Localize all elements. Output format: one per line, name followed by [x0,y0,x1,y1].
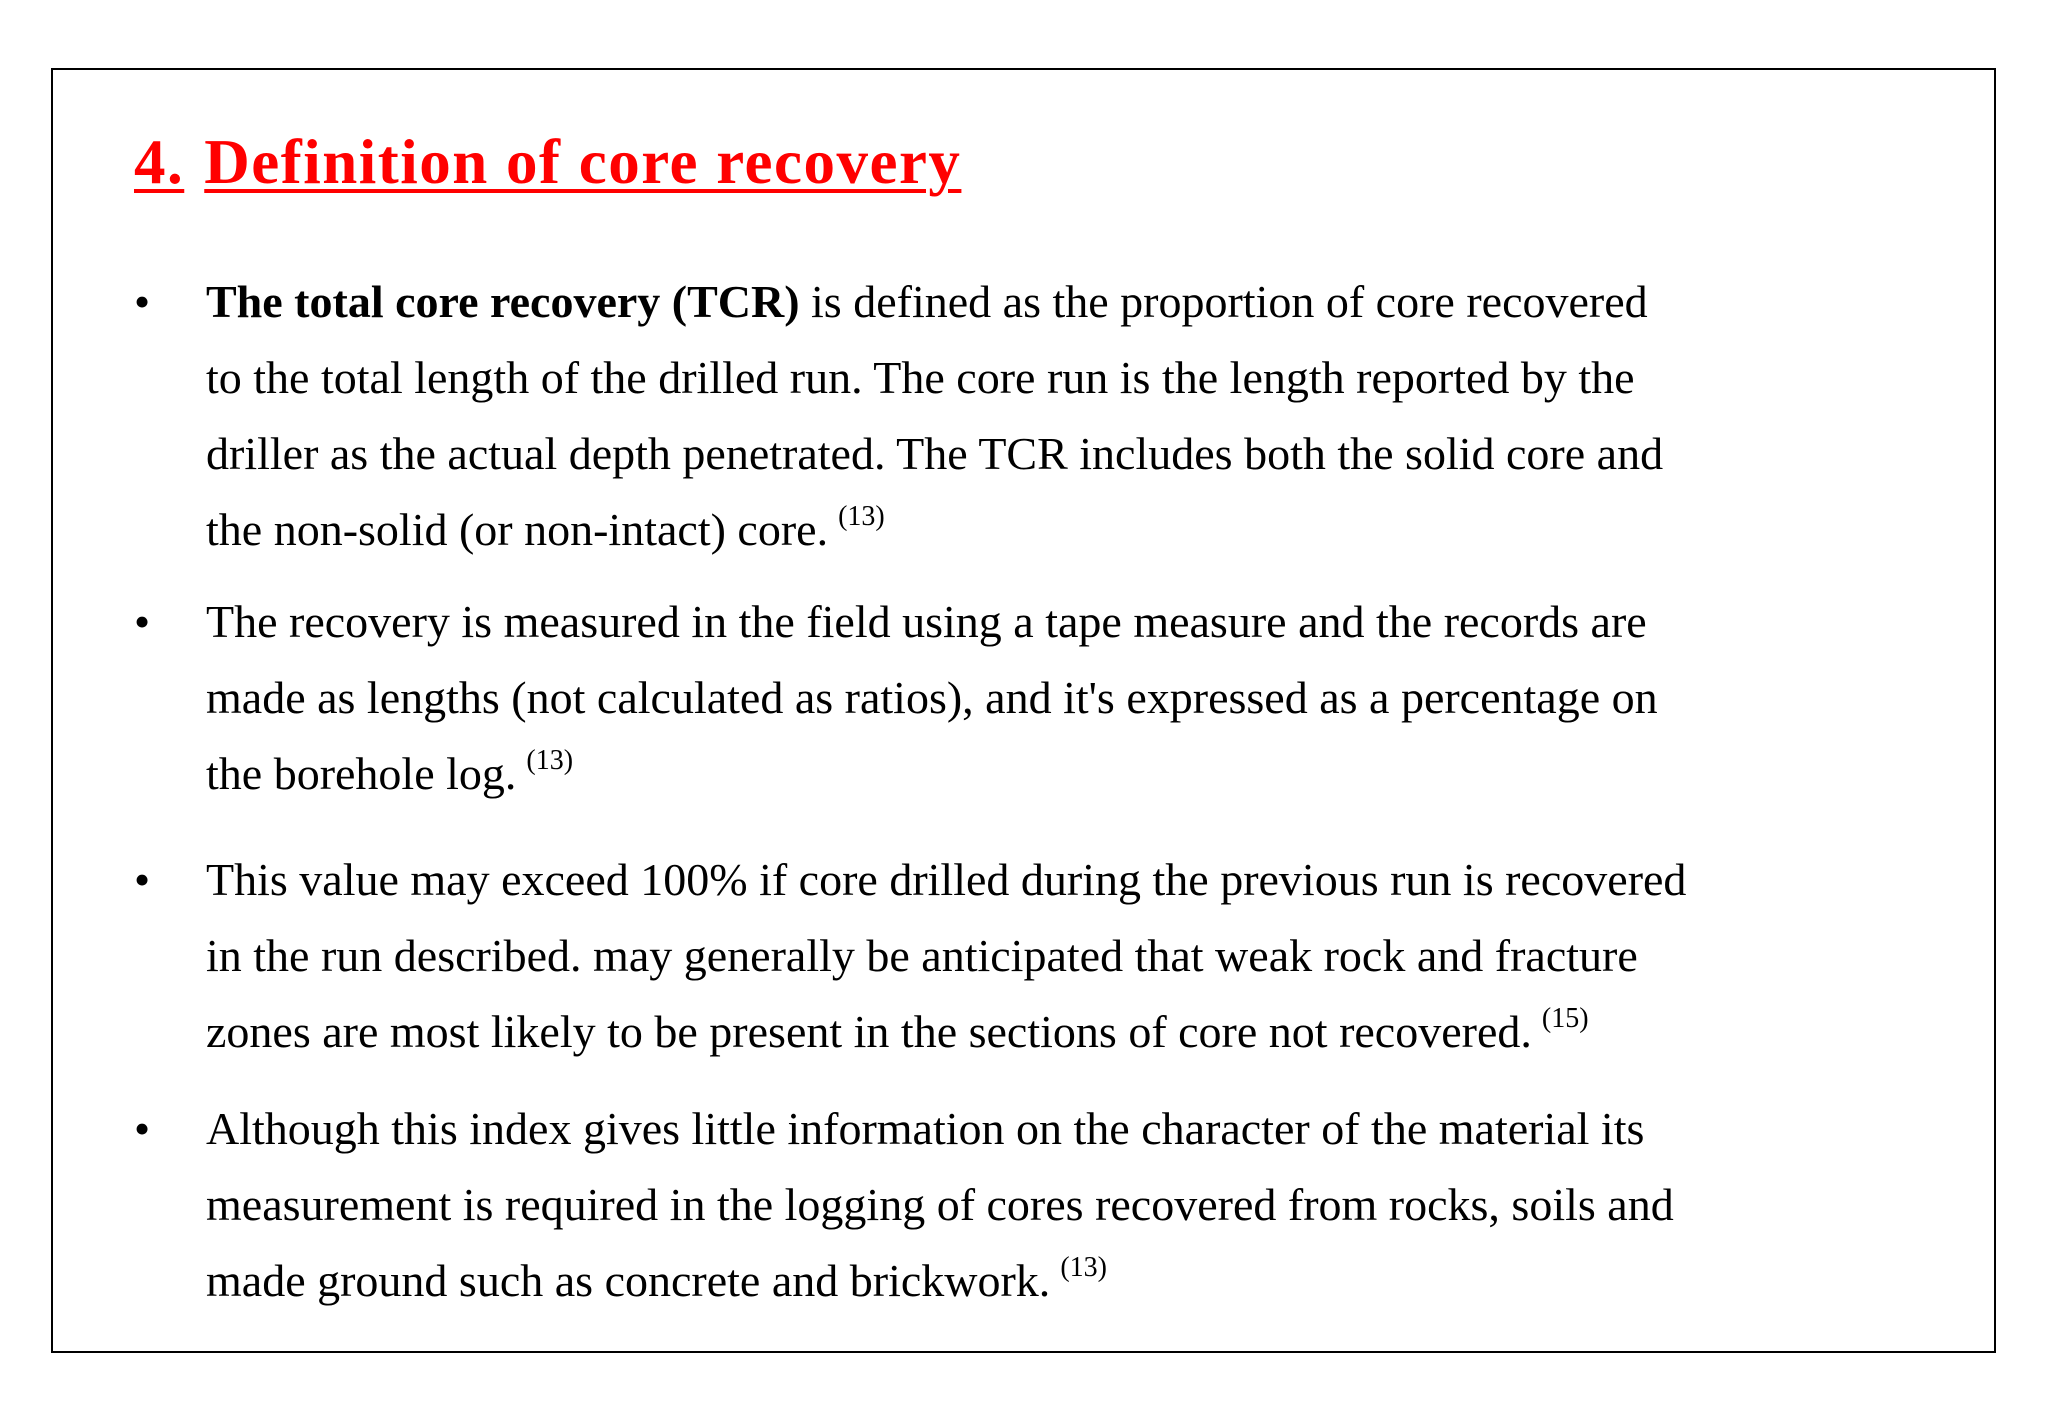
bullet-line: driller as the actual depth penetrated. The TCR includes both the solid core and [206,428,1664,479]
heading-number: 4. [134,127,185,197]
bullet-dot: • [134,1103,151,1154]
bullet-item-exceed-100-percent [134,842,1914,1070]
bullet-bold-lead: The total core recovery (TCR) [206,276,800,327]
bullet-text [206,842,1914,1070]
bullet-line: measurement is required in the logging of cores recovered from rocks, soils and [206,1179,1674,1230]
bullet-line-text: the borehole log. [206,748,517,799]
bullet-dot: • [134,596,151,647]
reference-superscript: (13) [1060,1252,1107,1283]
bullet-line: The recovery is measured in the field using a tape measure and the records are [206,596,1647,647]
bullet-line [206,1243,1914,1319]
bullet-item-total-core-recovery [134,264,1914,568]
bullet-line-text: the non-solid (or non-intact) core. [206,504,829,555]
bullet-line: Although this index gives little information on the character of the material its [206,1103,1645,1154]
bullet-line-text: zones are most likely to be present in the sections of core not recovered. [206,1006,1532,1057]
bullet-line-text: is defined as the proportion of core recovered [799,276,1648,327]
bullet-text [206,1091,1914,1319]
bullet-item-index-information [134,1091,1914,1319]
bullet-line: to the total length of the drilled run. The core run is the length reported by the [206,352,1635,403]
heading-title: Definition of core recovery [204,127,962,197]
bullet-text [206,264,1914,568]
bullet-line-text: made ground such as concrete and brickwork. [206,1255,1051,1306]
bullet-line: This value may exceed 100% if core drilled during the previous run is recovered [206,854,1687,905]
bullet-line: in the run described. may generally be anticipated that weak rock and fracture [206,930,1638,981]
bullet-dot: • [134,854,151,905]
bullet-line [206,492,1914,568]
reference-superscript: (13) [526,745,574,776]
bullet-item-recovery-measurement [134,584,1914,812]
bullet-dot: • [134,276,151,327]
reference-superscript: (15) [1541,1003,1589,1034]
bullet-line [206,736,1914,812]
reference-superscript: (13) [838,501,885,532]
bullet-line: made as lengths (not calculated as ratios), and it's expressed as a percentage on [206,672,1658,723]
bullet-line [206,264,1914,340]
bullet-line [206,994,1914,1070]
slide-heading [134,128,961,197]
bullet-text [206,584,1914,812]
